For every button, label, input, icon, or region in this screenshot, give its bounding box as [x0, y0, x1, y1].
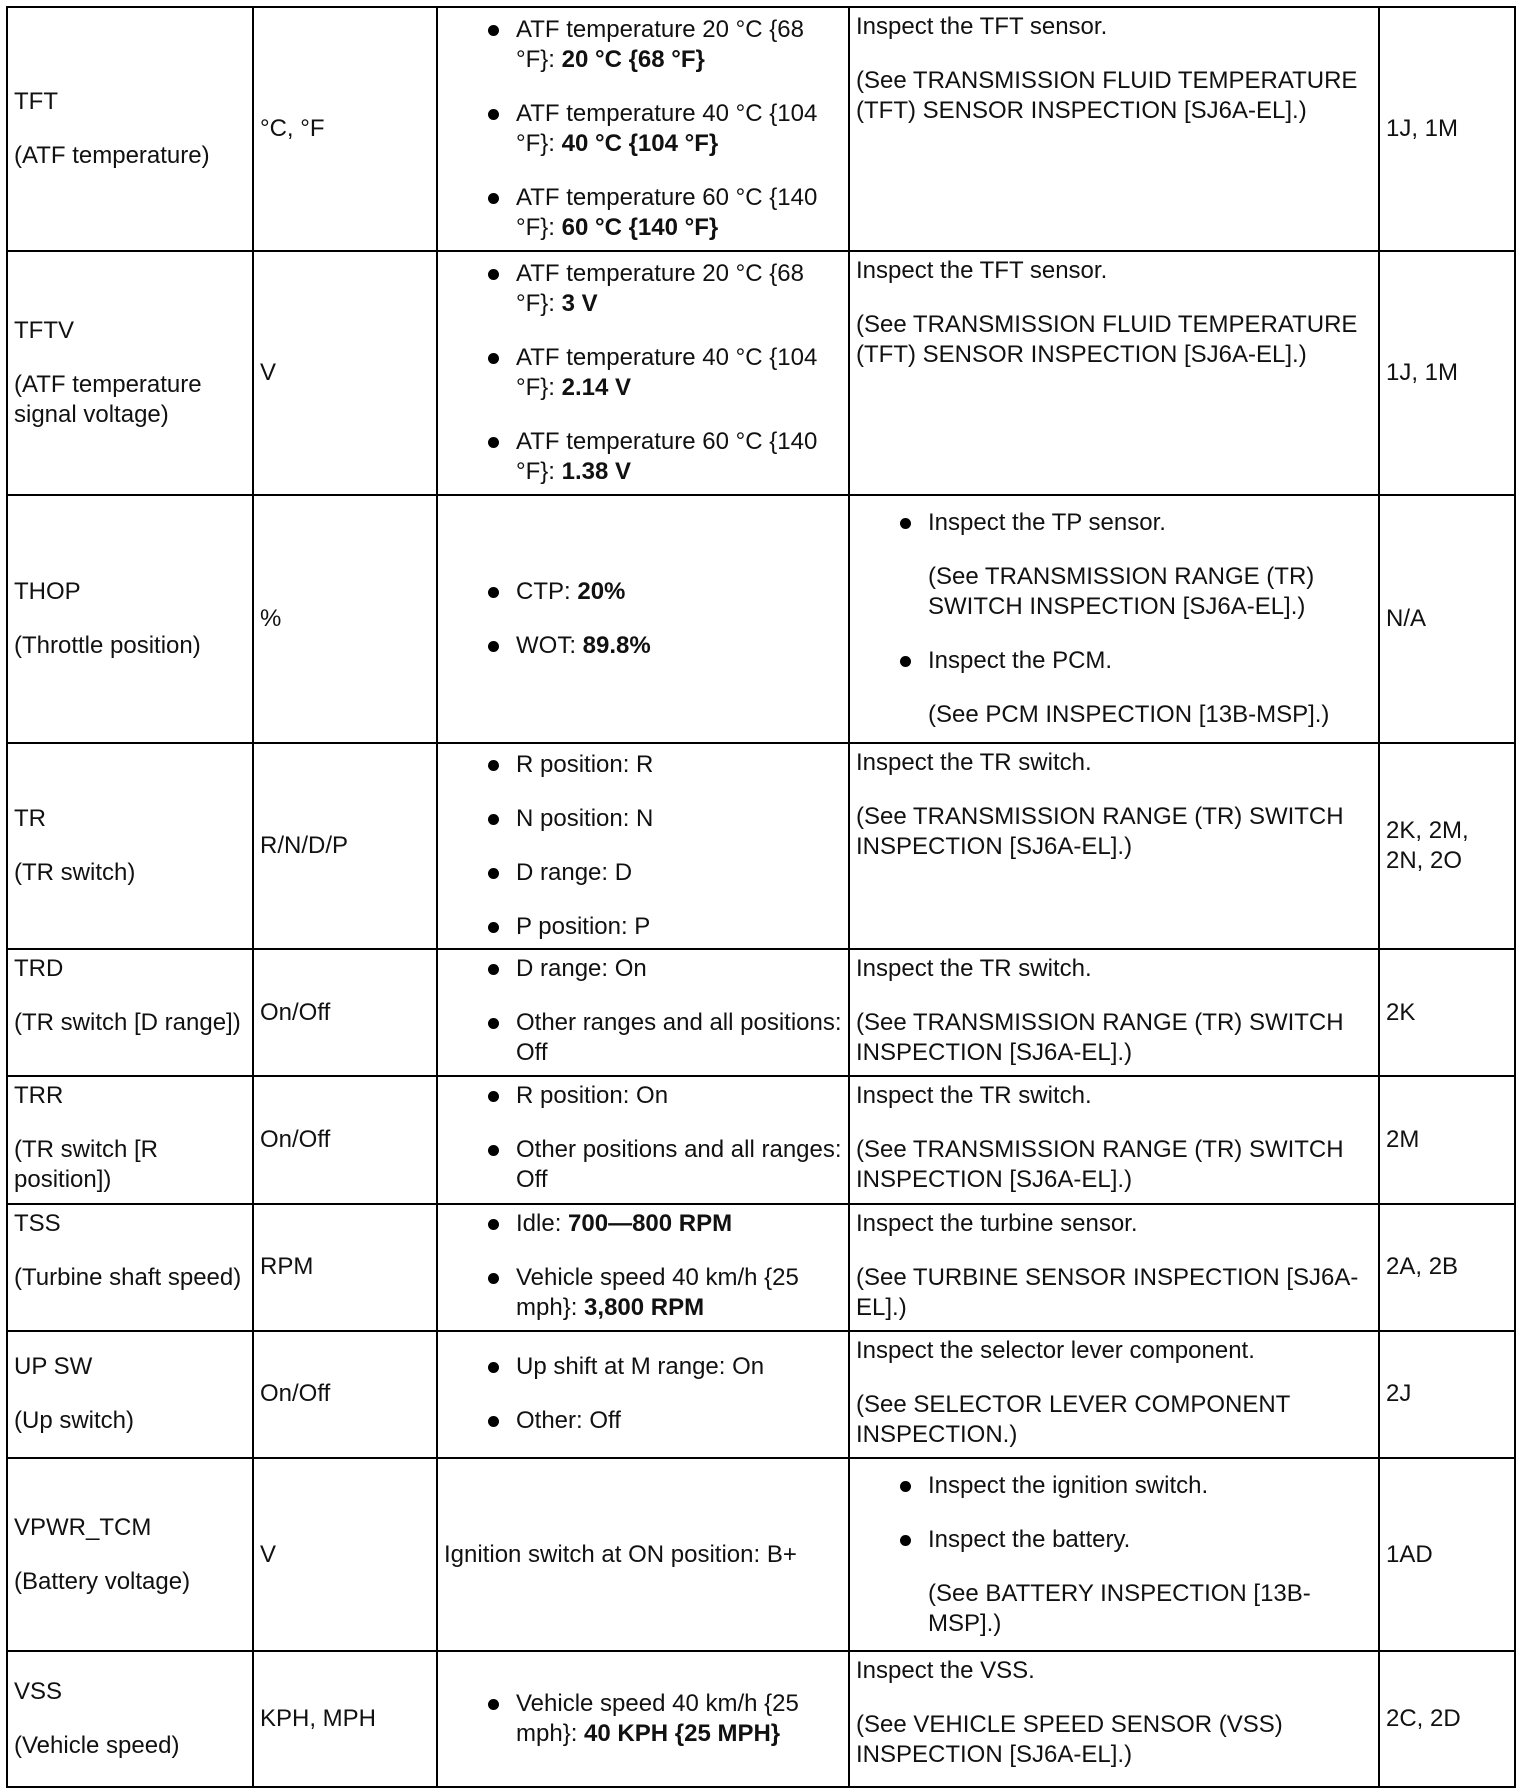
table-row — [7, 1331, 1515, 1458]
condition-cell — [437, 1204, 849, 1331]
pid-cell — [7, 251, 253, 495]
pid-description: (TR switch [R position]) — [14, 1136, 158, 1194]
condition-item: ATF temperature 40 °C {104 °F}: 2.14 V — [444, 343, 842, 403]
terminal-cell: 2K, 2M, 2N, 2O — [1379, 743, 1515, 949]
action-reference: (See TURBINE SENSOR INSPECTION [SJ6A-EL].) — [856, 1263, 1359, 1321]
condition-item: R position: On — [444, 1081, 842, 1111]
action-item: Inspect the TP sensor. (See TRANSMISSION RANGE (TR) SWITCH INSPECTION [SJ6A-EL].) — [856, 508, 1372, 622]
pid-cell — [7, 1204, 253, 1331]
pid-name: TR — [14, 805, 46, 833]
pid-description: (Up switch) — [14, 1407, 135, 1435]
unit-cell: On/Off — [253, 1076, 437, 1203]
condition-cell — [437, 1331, 849, 1458]
condition-item: ATF temperature 40 °C {104 °F}: 40 °C {104 °F} — [444, 99, 842, 159]
unit-cell: KPH, MPH — [253, 1651, 437, 1787]
table-row — [7, 1204, 1515, 1331]
pid-monitor-table — [6, 6, 1516, 1788]
table-row — [7, 1458, 1515, 1651]
pid-cell — [7, 949, 253, 1076]
condition-item: N position: N — [444, 804, 842, 834]
action-text: Inspect the TFT sensor. — [856, 256, 1108, 284]
action-reference: (See TRANSMISSION RANGE (TR) SWITCH INSPECTION [SJ6A-EL].) — [856, 1136, 1344, 1194]
action-cell — [849, 1331, 1379, 1458]
action-reference: (See TRANSMISSION RANGE (TR) SWITCH INSPECTION [SJ6A-EL].) — [928, 563, 1315, 621]
pid-description: (ATF temperature) — [14, 141, 210, 169]
condition-cell — [437, 1651, 849, 1787]
condition-item: ATF temperature 20 °C {68 °F}: 3 V — [444, 259, 842, 319]
unit-cell: R/N/D/P — [253, 743, 437, 949]
pid-cell — [7, 495, 253, 743]
pid-name: TRD — [14, 954, 64, 982]
unit-cell: °C, °F — [253, 7, 437, 251]
condition-cell — [437, 7, 849, 251]
terminal-cell: 1J, 1M — [1379, 251, 1515, 495]
condition-cell — [437, 495, 849, 743]
action-cell — [849, 1458, 1379, 1651]
terminal-cell: 2M — [1379, 1076, 1515, 1203]
action-text: Inspect the turbine sensor. — [856, 1209, 1138, 1237]
condition-cell — [437, 251, 849, 495]
unit-cell: RPM — [253, 1204, 437, 1331]
pid-name: VPWR_TCM — [14, 1513, 152, 1541]
terminal-cell: 2J — [1379, 1331, 1515, 1458]
pid-description: (TR switch [D range]) — [14, 1008, 241, 1036]
terminal-cell: 2K — [1379, 949, 1515, 1076]
pid-cell — [7, 1076, 253, 1203]
action-text: Inspect the VSS. — [856, 1657, 1035, 1685]
condition-item: ATF temperature 60 °C {140 °F}: 60 °C {140 °F} — [444, 183, 842, 243]
condition-item: Up shift at M range: On — [444, 1352, 842, 1382]
pid-description: (TR switch) — [14, 859, 136, 887]
unit-cell: % — [253, 495, 437, 743]
table-row — [7, 251, 1515, 495]
condition-item: ATF temperature 20 °C {68 °F}: 20 °C {68 °F} — [444, 15, 842, 75]
action-reference: (See PCM INSPECTION [13B-MSP].) — [928, 701, 1330, 729]
action-cell — [849, 7, 1379, 251]
action-text: Inspect the TR switch. — [856, 1082, 1092, 1110]
pid-description: (ATF temperature signal voltage) — [14, 370, 202, 428]
table-row — [7, 7, 1515, 251]
action-item: Inspect the PCM. (See PCM INSPECTION [13B-MSP].) — [856, 646, 1372, 730]
condition-cell: Ignition switch at ON position: B+ — [437, 1458, 849, 1651]
action-text: Inspect the TR switch. — [856, 749, 1092, 777]
action-reference: (See TRANSMISSION FLUID TEMPERATURE (TFT) SENSOR INSPECTION [SJ6A-EL].) — [856, 310, 1358, 368]
unit-cell: V — [253, 1458, 437, 1651]
condition-item: D range: D — [444, 858, 842, 888]
terminal-cell: 2C, 2D — [1379, 1651, 1515, 1787]
pid-cell — [7, 1651, 253, 1787]
pid-cell — [7, 1331, 253, 1458]
pid-name: TSS — [14, 1209, 61, 1237]
action-item: Inspect the ignition switch. — [856, 1471, 1372, 1501]
condition-item: R position: R — [444, 750, 842, 780]
condition-cell — [437, 1076, 849, 1203]
table-row — [7, 1651, 1515, 1787]
action-reference: (See VEHICLE SPEED SENSOR (VSS) INSPECTION [SJ6A-EL].) — [856, 1711, 1283, 1769]
pid-name: THOP — [14, 578, 81, 606]
condition-cell — [437, 743, 849, 949]
terminal-cell: 2A, 2B — [1379, 1204, 1515, 1331]
action-cell — [849, 1204, 1379, 1331]
action-reference: (See TRANSMISSION RANGE (TR) SWITCH INSPECTION [SJ6A-EL].) — [856, 1008, 1344, 1066]
action-text: Inspect the TR switch. — [856, 954, 1092, 982]
action-reference: (See BATTERY INSPECTION [13B-MSP].) — [928, 1579, 1311, 1637]
action-cell — [849, 251, 1379, 495]
pid-name: TRR — [14, 1082, 64, 1110]
action-reference: (See TRANSMISSION RANGE (TR) SWITCH INSPECTION [SJ6A-EL].) — [856, 803, 1344, 861]
condition-item: Other ranges and all positions: Off — [444, 1008, 842, 1068]
condition-item: P position: P — [444, 912, 842, 942]
action-reference: (See TRANSMISSION FLUID TEMPERATURE (TFT) SENSOR INSPECTION [SJ6A-EL].) — [856, 67, 1358, 124]
table-row — [7, 949, 1515, 1076]
pid-name: UP SW — [14, 1353, 93, 1381]
action-text: Inspect the selector lever component. — [856, 1336, 1255, 1364]
pid-description: (Throttle position) — [14, 632, 201, 660]
terminal-cell: 1J, 1M — [1379, 7, 1515, 251]
condition-item: ATF temperature 60 °C {140 °F}: 1.38 V — [444, 427, 842, 487]
action-cell — [849, 1651, 1379, 1787]
unit-cell: On/Off — [253, 1331, 437, 1458]
condition-item: Idle: 700—800 RPM — [444, 1209, 842, 1239]
table-row — [7, 495, 1515, 743]
pid-cell — [7, 7, 253, 251]
action-item: Inspect the battery. (See BATTERY INSPECTION [13B-MSP].) — [856, 1525, 1372, 1639]
table-row — [7, 743, 1515, 949]
condition-item: Vehicle speed 40 km/h {25 mph}: 3,800 RPM — [444, 1263, 842, 1323]
action-cell — [849, 495, 1379, 743]
condition-item: Vehicle speed 40 km/h {25 mph}: 40 KPH {25 MPH} — [444, 1689, 842, 1749]
pid-description: (Turbine shaft speed) — [14, 1263, 242, 1291]
action-reference: (See SELECTOR LEVER COMPONENT INSPECTION.) — [856, 1390, 1290, 1448]
pid-description: (Vehicle speed) — [14, 1732, 180, 1760]
pid-name: TFTV — [14, 316, 74, 344]
pid-name: VSS — [14, 1678, 63, 1706]
action-cell — [849, 1076, 1379, 1203]
pid-cell — [7, 743, 253, 949]
condition-item: Other: Off — [444, 1406, 842, 1436]
terminal-cell: 1AD — [1379, 1458, 1515, 1651]
table-row — [7, 1076, 1515, 1203]
action-cell — [849, 743, 1379, 949]
pid-description: (Battery voltage) — [14, 1567, 191, 1595]
condition-item: CTP: 20% — [444, 577, 842, 607]
pid-cell — [7, 1458, 253, 1651]
unit-cell: On/Off — [253, 949, 437, 1076]
condition-cell — [437, 949, 849, 1076]
condition-item: D range: On — [444, 954, 842, 984]
action-cell — [849, 949, 1379, 1076]
pid-name: TFT — [14, 87, 58, 115]
condition-item: WOT: 89.8% — [444, 631, 842, 661]
action-text: Inspect the TFT sensor. — [856, 13, 1108, 40]
unit-cell: V — [253, 251, 437, 495]
condition-item: Other positions and all ranges: Off — [444, 1135, 842, 1195]
terminal-cell: N/A — [1379, 495, 1515, 743]
